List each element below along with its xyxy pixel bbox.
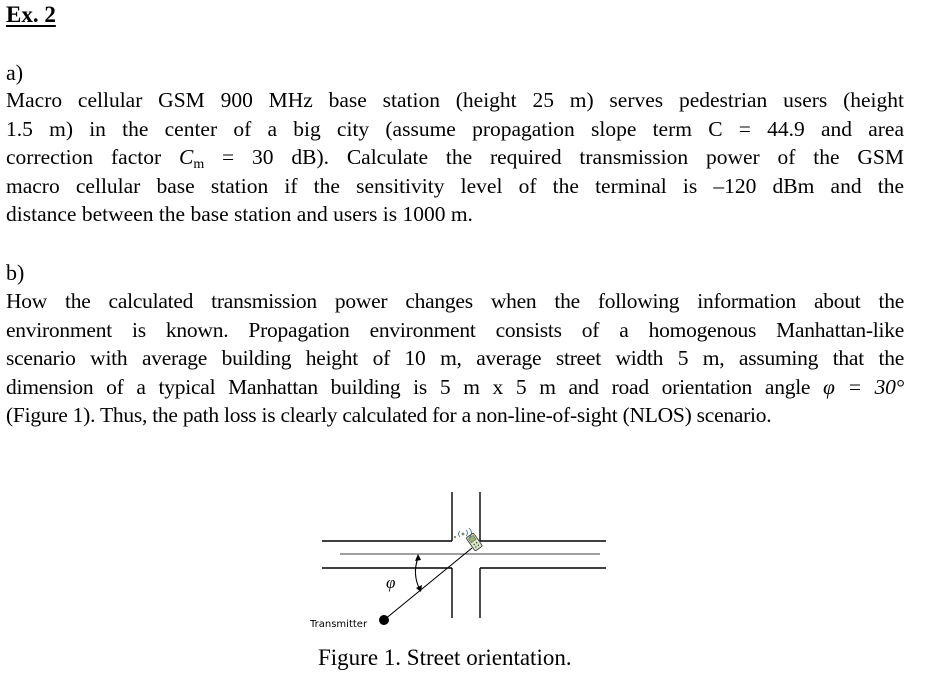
- cm-symbol: C: [178, 145, 194, 170]
- part-b-line-1: How the calculated transmission power changes when the following information about the: [6, 289, 904, 313]
- figure-caption: Figure 1. Street orientation.: [318, 645, 572, 670]
- exercise-title: Ex. 2: [6, 2, 56, 27]
- part-b-line-4: [6, 373, 904, 402]
- part-b-text: [6, 287, 904, 430]
- angle-symbol: φ: [386, 573, 396, 592]
- part-a-line-1: Macro cellular GSM 900 MHz base station (height 25 m) serves pedestrian users (height: [6, 88, 904, 112]
- transmitter-label: Transmitter: [310, 619, 368, 630]
- part-a-line-2: 1.5 m) in the center of a big city (assume propagation slope term C = 44.9 and area: [6, 116, 904, 141]
- part-a-line-3b: = 30 dB). Calculate the required transmission power of the GSM: [204, 145, 904, 170]
- part-a-line-4: macro cellular base station if the sensitivity level of the terminal is –120 dBm and the: [6, 173, 904, 198]
- transmitter-link: [384, 548, 472, 620]
- part-b-line-3: scenario with average building height of 10 m, average street width 5 m, assuming that the: [6, 346, 904, 371]
- part-a-line-5: distance between the base station and users is 1000 m.: [6, 202, 473, 227]
- angle-arc-arrow: [415, 554, 421, 561]
- part-b-line-2: environment is known. Propagation environment consists of a homogenous Manhattan-like: [6, 317, 904, 342]
- part-a-label: a): [6, 60, 24, 85]
- part-a-text: [6, 86, 904, 229]
- transmitter-dot: [379, 615, 389, 625]
- angle-arc: [415, 558, 420, 590]
- part-b-line-4a: dimension of a typical Manhattan building is 5 m x 5 m and road orientation angle: [6, 374, 824, 399]
- cm-subscript: m: [193, 157, 205, 172]
- part-a-line-3a: correction factor: [6, 145, 179, 170]
- part-a-line-3: [6, 143, 904, 172]
- street-orientation-figure: [300, 488, 620, 638]
- part-b-line-5: (Figure 1). Thus, the path loss is clearly calculated for a non-line-of-sight (NLOS) scenario.: [6, 403, 772, 428]
- part-b-label: b): [6, 260, 25, 285]
- angle-value: φ = 30°: [823, 374, 904, 399]
